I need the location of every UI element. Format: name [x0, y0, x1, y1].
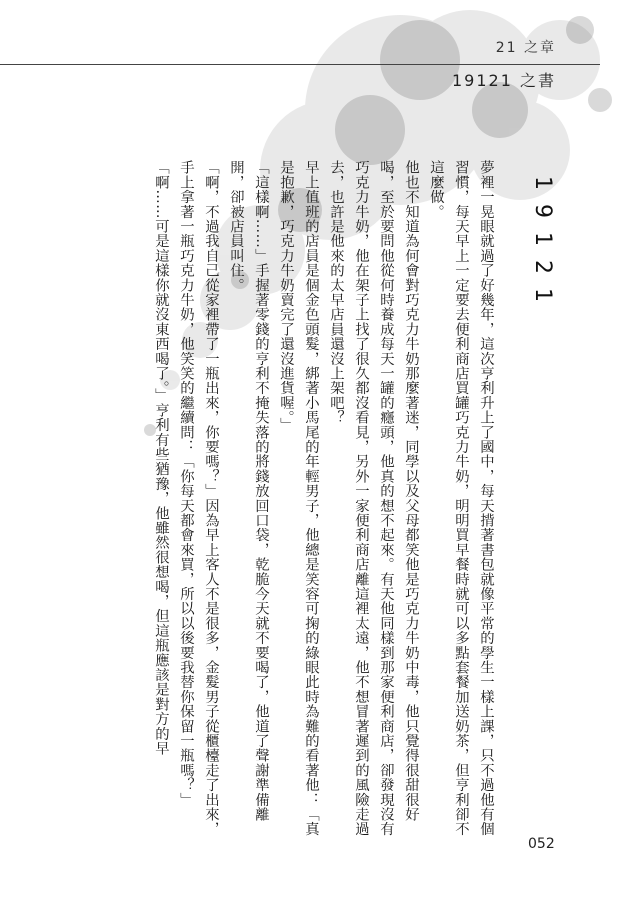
paragraph: 早上值班的店員是個金色頭髮，綁著小馬尾的年輕男子，他總是笑容可掬的綠眼此時為難的看著他：「真是抱歉，巧克力牛奶賣完了還沒進貨喔。」 [278, 160, 319, 837]
paragraph: 「啊，不過我自己從家裡帶了一瓶出來，你要嗎？」因為早上客人不是很多，金髮男子從櫃檯走了出來，手上拿著一瓶巧克力牛奶，他笑笑的繼續問：「你每天都會來買，所以以後要我替你保留一瓶嗎？」 [178, 160, 219, 837]
chapter-title: 19121 [530, 176, 555, 316]
paragraph: 夢裡一晃眼就過了好幾年，這次亨利升上了國中，每天揹著書包就像平常的學生一樣上課，只不過他有個習慣，每天早上一定要去便利商店買罐巧克力牛奶，明明買早餐時就可以多點套餐加送奶茶，但亨利卻不這麼做。 [428, 160, 494, 837]
body-text [100, 160, 498, 840]
page-number: 052 [528, 836, 555, 852]
header-divider [0, 64, 600, 65]
book-header: 19121 之書 [452, 71, 556, 90]
chapter-header: 21 之章 [495, 40, 556, 56]
paragraph: 「啊……可是這樣你就沒東西喝了。」亨利有些猶豫，他雖然很想喝，但這瓶應該是對方的早 [153, 160, 169, 756]
paragraph: 他也不知道為何會對巧克力牛奶那麼著迷，同學以及父母都笑他是巧克力牛奶中毒，他只覺得很甜很好喝，至於要問他從何時養成每天一罐的癮頭，他真的想不起來。有天他同樣到那家便利商店，卻發現沒有巧克力牛奶，他在架子上找了很久都沒看見，另外一家便利商店離這裡太遠，他不想冒著遲到的風險走過去，也許是他來的太早店員還沒上架吧？ [328, 160, 419, 837]
paragraph: 「這樣啊……」手握著零錢的亨利不掩失落的將錢放回口袋，乾脆今天就不要喝了，他道了聲謝準備離開，卻被店員叫住。 [228, 160, 269, 822]
